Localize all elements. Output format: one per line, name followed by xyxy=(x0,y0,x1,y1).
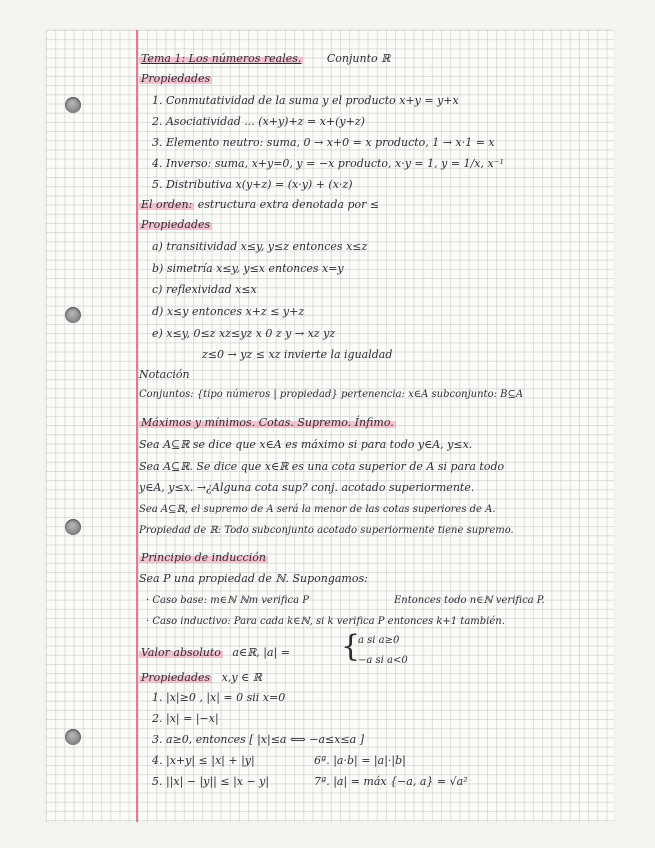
order-properties-heading: Propiedades xyxy=(141,218,211,231)
absolute-properties-vars: x,y ∈ ℝ xyxy=(221,671,262,684)
base-case: · Caso base: m∈ℕ ℕm verifica P xyxy=(146,595,309,606)
max-definition: Sea A⊆ℝ se dice que x∈A es máximo si para todo y∈A, y≤x. xyxy=(139,438,473,451)
absolute-property-3: 3. a≥0, entonces [ |x|≤a ⟺ −a≤x≤a ] xyxy=(152,733,364,746)
absolute-case-positive: a si a≥0 xyxy=(358,635,400,646)
absolute-value-heading: Valor absoluto xyxy=(141,646,221,659)
absolute-value-definition: a∈ℝ, |a| = xyxy=(232,646,290,659)
order-description: estructura extra denotada por ≤ xyxy=(197,198,380,211)
induction-heading: Principio de inducción xyxy=(141,551,266,564)
title-set: Conjunto ℝ xyxy=(326,52,391,65)
induction-heading-line xyxy=(139,551,268,565)
order-line xyxy=(139,198,379,212)
absolute-properties-line xyxy=(139,671,262,685)
absolute-property-4: 4. |x+y| ≤ |x| + |y| xyxy=(152,754,255,767)
margin-line xyxy=(136,30,138,822)
bound-definition-2: y∈A, y≤x. →¿Alguna cota sup? conj. acotado superiormente. xyxy=(139,481,475,494)
order-heading: El orden: xyxy=(141,198,193,211)
binder-hole-3 xyxy=(65,519,81,535)
order-e-continued: z≤0 → yz ≤ xz invierte la igualdad xyxy=(202,348,393,361)
absolute-property-5: 5. ||x| − |y|| ≤ |x − y| xyxy=(152,775,270,788)
binder-hole-1 xyxy=(65,97,81,113)
order-a: a) transitividad x≤y, y≤z entonces x≤z xyxy=(152,240,368,253)
order-d: d) x≤y entonces x+z ≤ y+z xyxy=(152,305,305,318)
property-2: 2. Asociatividad ... (x+y)+z = x+(y+z) xyxy=(152,115,365,128)
bound-definition-1: Sea A⊆ℝ. Se dice que x∈ℝ es una cota superior de A si para todo xyxy=(139,460,505,473)
page-title: Tema 1: Los números reales. xyxy=(141,52,302,65)
absolute-value-line xyxy=(139,646,290,660)
base-conclusion: Entonces todo n∈ℕ verifica P. xyxy=(394,595,545,606)
property-1: 1. Conmutatividad de la suma y el producto x+y = y+x xyxy=(152,94,459,107)
properties-heading-line xyxy=(139,72,212,86)
case-brace: { xyxy=(341,629,361,664)
order-c: c) reflexividad x≤x xyxy=(152,283,257,296)
absolute-property-2: 2. |x| = |−x| xyxy=(152,712,219,725)
notebook-page xyxy=(46,30,614,822)
absolute-property-1: 1. |x|≥0 , |x| = 0 sii x=0 xyxy=(152,691,286,704)
order-b: b) simetría x≤y, y≤x entonces x=y xyxy=(152,262,344,275)
absolute-property-7: 7ª. |a| = máx {−a, a} = √a² xyxy=(314,775,468,788)
property-4: 4. Inverso: suma, x+y=0, y = −x producto, x·y = 1, y = 1/x, x⁻¹ xyxy=(152,157,504,170)
induction-intro: Sea P una propiedad de ℕ. Supongamos: xyxy=(139,572,368,585)
binder-hole-2 xyxy=(65,307,81,323)
notation-heading: Notación xyxy=(139,368,190,381)
property-3: 3. Elemento neutro: suma, 0 → x+0 = x producto, 1 → x·1 = x xyxy=(152,136,495,149)
supremum-property: Propiedad de ℝ: Todo subconjunto acotado superiormente tiene supremo. xyxy=(139,525,514,536)
inductive-case: · Caso inductivo: Para cada k∈ℕ, si k verifica P entonces k+1 también. xyxy=(146,616,505,627)
notation-line: Conjuntos: {tipo números | propiedad} pertenencia: x∈A subconjunto: B⊆A xyxy=(139,389,524,400)
max-heading: Máximos y mínimos. Cotas. Supremo. Ínfimo. xyxy=(141,416,394,429)
property-5: 5. Distributiva x(y+z) = (x·y) + (x·z) xyxy=(152,178,353,191)
properties-heading: Propiedades xyxy=(141,72,211,85)
order-e: e) x≤y, 0≤z xz≤yz x 0 z y → xz yz xyxy=(152,327,336,340)
absolute-properties-heading: Propiedades xyxy=(141,671,211,684)
supremum-definition: Sea A⊆ℝ, el supremo de A será la menor de las cotas superiores de A. xyxy=(139,504,496,515)
max-heading-line xyxy=(139,416,396,430)
absolute-case-negative: −a si a<0 xyxy=(358,655,408,666)
title-line xyxy=(139,52,390,66)
order-properties-heading-line xyxy=(139,218,212,232)
binder-hole-4 xyxy=(65,729,81,745)
absolute-property-6: 6ª. |a·b| = |a|·|b| xyxy=(314,754,406,767)
